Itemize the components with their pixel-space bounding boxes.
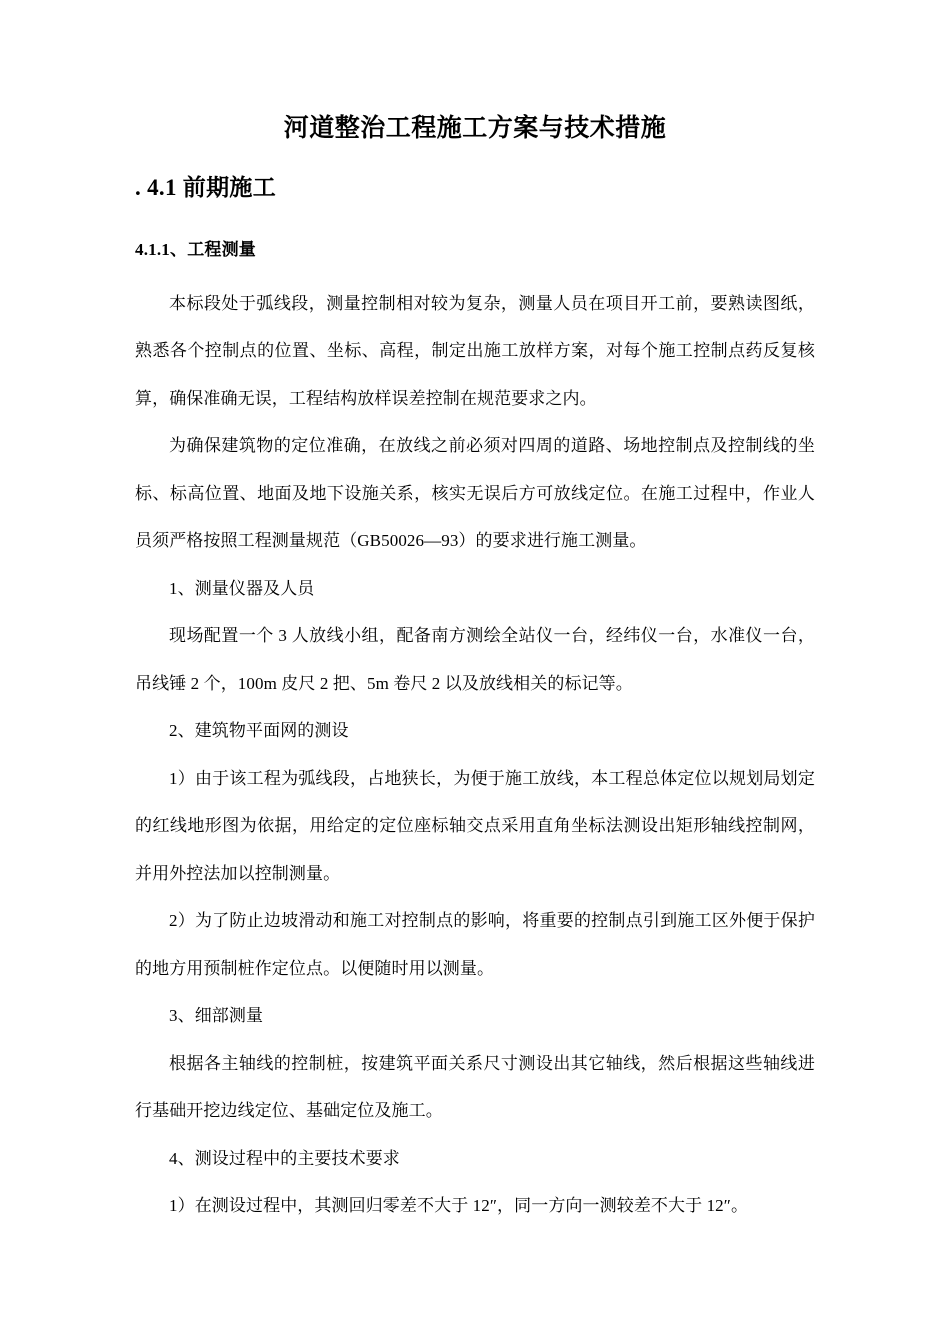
paragraph: 现场配置一个 3 人放线小组，配备南方测绘全站仪一台，经纬仪一台，水准仪一台，吊线锤 2 个，100m 皮尺 2 把、5m 卷尺 2 以及放线相关的标记等。 xyxy=(135,626,815,693)
body-content xyxy=(135,260,815,1230)
page-title: 河道整治工程施工方案与技术措施 xyxy=(283,115,667,142)
paragraph: 为确保建筑物的定位准确，在放线之前必须对四周的道路、场地控制点及控制线的坐标、标高位置、地面及地下设施关系，核实无误后方可放线定位。在施工过程中，作业人员须严格按照工程测量规范（GB50026—93）的要求进行施工测量。 xyxy=(135,436,815,551)
paragraph: 1、测量仪器及人员 xyxy=(169,578,315,598)
section-heading: . 4.1 前期施工 xyxy=(135,175,276,200)
paragraph: 4、测设过程中的主要技术要求 xyxy=(169,1148,400,1168)
paragraph: 3、细部测量 xyxy=(169,1006,264,1026)
paragraph: 2）为了防止边坡滑动和施工对控制点的影响，将重要的控制点引到施工区外便于保护的地方用预制桩作定位点。以便随时用以测量。 xyxy=(135,911,815,978)
paragraph: 1）由于该工程为弧线段，占地狭长，为便于施工放线，本工程总体定位以规划局划定的红线地形图为依据，用给定的定位座标轴交点采用直角坐标法测设出矩形轴线控制网，并用外控法加以控制测量。 xyxy=(135,768,815,883)
sub-section-heading: 4.1.1、工程测量 xyxy=(135,239,256,259)
paragraph: 2、建筑物平面网的测设 xyxy=(169,721,349,741)
paragraph: 1）在测设过程中，其测回归零差不大于 12″，同一方向一测较差不大于 12″。 xyxy=(169,1196,749,1216)
paragraph: 本标段处于弧线段，测量控制相对较为复杂，测量人员在项目开工前，要熟读图纸，熟悉各个控制点的位置、坐标、高程，制定出施工放样方案，对每个施工控制点药反复核算，确保准确无误，工程结构放样误差控制在规范要求之内。 xyxy=(135,293,815,408)
paragraph: 根据各主轴线的控制桩，按建筑平面关系尺寸测设出其它轴线，然后根据这些轴线进行基础开挖边线定位、基础定位及施工。 xyxy=(135,1053,815,1121)
